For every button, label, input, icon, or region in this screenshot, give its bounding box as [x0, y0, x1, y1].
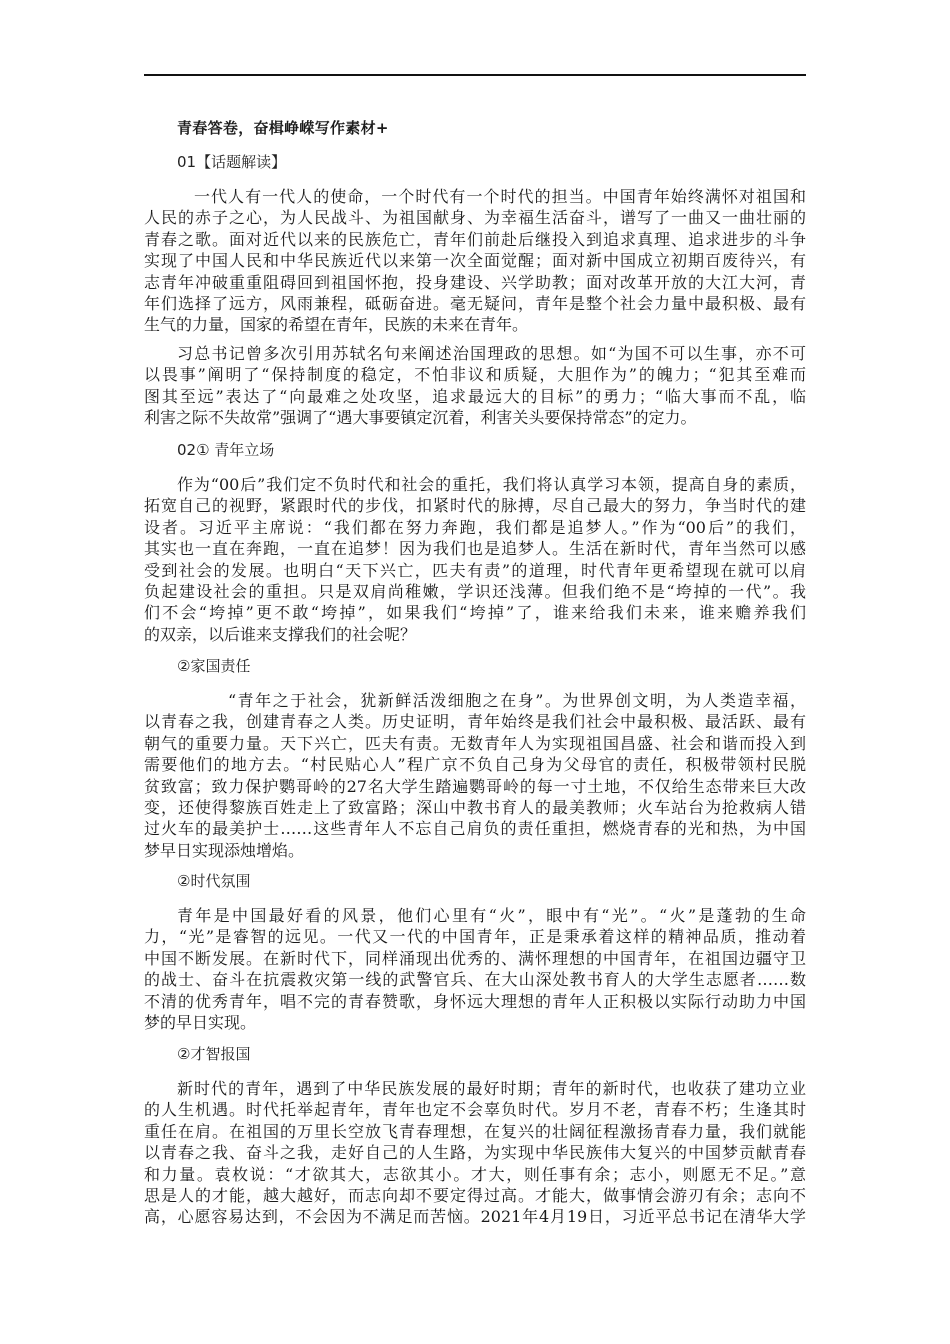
paragraph-line: 一代人有一代人的使命，一个时代有一个时代的担当。中国青年始终满怀对祖国和 — [194, 187, 806, 206]
paragraph-line: 设者。习近平主席说：“我们都在努力奔跑，我们都是追梦人。”作为“00后”的我们， — [144, 517, 806, 537]
paragraph-line: 过火车的最美护士……这些青年人不忘自己肩负的责任重担，燃烧青春的光和热，为中国 — [144, 819, 806, 839]
paragraph-line: 年们选择了远方，风雨兼程，砥砺奋进。毫无疑问，青年是整个社会力量中最积极、最有 — [144, 293, 806, 313]
paragraph-line: 以青春之我、奋斗之我，走好自己的人生路，为实现中华民族伟大复兴的中国梦贡献青春 — [144, 1143, 806, 1163]
paragraph-line: 作为“00后”我们定不负时代和社会的重托，我们将认真学习本领，提高自身的素质， — [177, 475, 806, 494]
body-paragraph — [144, 186, 806, 336]
section-heading: ②时代氛围 — [177, 872, 251, 890]
section-heading: 01【话题解读】 — [177, 153, 287, 171]
paragraph-line: 负起建设社会的重担。只是双肩尚稚嫩，学识还浅薄。但我们绝不是“垮掉的一代”。我 — [144, 581, 806, 601]
paragraph-line: 青年是中国最好看的风景，他们心里有“火”，眼中有“光”。“火”是蓬勃的生命 — [177, 906, 806, 925]
paragraph-line: 受到社会的发展。也明白“天下兴亡，匹夫有责”的道理，时代青年更希望现在就可以肩 — [144, 560, 806, 580]
paragraph-line: 青春之歌。面对近代以来的民族危亡，青年们前赴后继投入到追求真理、追求进步的斗争 — [144, 229, 806, 249]
paragraph-line: 梦的早日实现。 — [144, 1012, 257, 1032]
body-paragraph — [144, 343, 806, 429]
paragraph-line: 力，“光”是睿智的远见。一代又一代的中国青年，正是秉承着这样的精神品质，推动着 — [144, 927, 806, 947]
section-heading: ②家国责任 — [177, 657, 251, 675]
paragraph-line: 们不会“垮掉”更不敢“垮掉”，如果我们“垮掉”了，谁来给我们未来，谁来赡养我们 — [144, 603, 806, 623]
paragraph-line: 图其至远”表达了“向最难之处攻坚，追求最远大的目标”的勇力；“临大事而不乱，临 — [144, 386, 806, 406]
paragraph-line: 需要他们的地方去。“村民贴心人”程广京不负自己身为父母官的责任，积极带领村民脱 — [144, 755, 806, 775]
paragraph-line: 变，还使得黎族百姓走上了致富路；深山中教书育人的最美教师；火车站台为抢救病人错 — [144, 797, 806, 817]
paragraph-line: “青年之于社会，犹新鲜活泼细胞之在身”。为世界创文明，为人类造幸福， — [228, 691, 806, 710]
paragraph-line: 的双亲，以后谁来支撑我们的社会呢？ — [144, 624, 417, 644]
paragraph-line: 的人生机遇。时代托举起青年，青年也定不会辜负时代。岁月不老，青春不朽；生逢其时 — [144, 1100, 806, 1120]
paragraph-line: 实现了中国人民和中华民族近代以来第一次全面觉醒；面对新中国成立初期百废待兴，有 — [144, 251, 806, 271]
paragraph-line: 思是人的才能，越大越好，而志向却不要定得过高。才能大，做事情会游刃有余；志向不 — [144, 1185, 806, 1205]
paragraph-line: 贫致富；致力保护鹦哥岭的27名大学生踏遍鹦哥岭的每一寸土地，不仅给生态带来巨大改 — [144, 776, 806, 796]
paragraph-line: 新时代的青年，遇到了中华民族发展的最好时期；青年的新时代，也收获了建功立业 — [177, 1079, 806, 1098]
paragraph-line: 不清的优秀青年，唱不完的青春赞歌，身怀远大理想的青年人正积极以实际行动助力中国 — [144, 991, 806, 1011]
paragraph-line: 利害之际不失故常”强调了“遇大事要镇定沉着，利害关头要保持常态”的定力。 — [144, 408, 697, 428]
paragraph-line: 习总书记曾多次引用苏轼名句来阐述治国理政的思想。如“为国不可以生事，亦不可 — [177, 344, 806, 363]
paragraph-line: 以青春之我，创建青春之人类。历史证明，青年始终是我们社会中最积极、最活跃、最有 — [144, 712, 806, 732]
paragraph-line: 志青年冲破重重阻碍回到祖国怀抱，投身建设、兴学助教；面对改革开放的大江大河，青 — [144, 272, 806, 292]
paragraph-line: 重任在肩。在祖国的万里长空放飞青春理想，在复兴的壮阔征程激扬青春力量，我们就能 — [144, 1121, 806, 1141]
paragraph-line: 高，心愿容易达到，不会因为不满足而苦恼。2021年4月19日，习近平总书记在清华大学 — [144, 1207, 806, 1227]
paragraph-line: 人民的赤子之心，为人民战斗、为祖国献身、为幸福生活奋斗，谱写了一曲又一曲壮丽的 — [144, 208, 806, 228]
paragraph-line: 梦早日实现添烛增焰。 — [144, 840, 305, 860]
body-paragraph — [144, 690, 806, 861]
paragraph-line: 其实也一直在奔跑，一直在追梦！因为我们也是追梦人。生活在新时代，青年当然可以感 — [144, 539, 806, 559]
body-paragraph — [144, 474, 806, 645]
paragraph-line: 中国不断发展。在新时代下，同样涌现出优秀的、满怀理想的中国青年，在祖国边疆守卫 — [144, 948, 806, 968]
paragraph-line: 生气的力量，国家的希望在青年，民族的未来在青年。 — [144, 315, 529, 335]
paragraph-line: 以畏事”阐明了“保持制度的稳定，不怕非议和质疑，大胆作为”的魄力；“犯其至难而 — [144, 365, 806, 385]
section-heading: 02① 青年立场 — [177, 441, 275, 459]
paragraph-line: 和力量。袁枚说：“才欲其大，志欲其小。才大，则任事有余；志小，则愿无不足。”意 — [144, 1164, 806, 1184]
section-heading: ②才智报国 — [177, 1045, 251, 1063]
header-rule — [144, 74, 806, 76]
body-paragraph — [144, 905, 806, 1033]
paragraph-line: 的战士、奋斗在抗震救灾第一线的武警官兵、在大山深处教书育人的大学生志愿者……数 — [144, 970, 806, 990]
paragraph-line: 朝气的重要力量。天下兴亡，匹夫有责。无数青年人为实现祖国昌盛、社会和谐而投入到 — [144, 733, 806, 753]
body-paragraph — [144, 1078, 806, 1228]
paragraph-line: 拓宽自己的视野，紧跟时代的步伐，扣紧时代的脉搏，尽自己最大的努力，争当时代的建 — [144, 496, 806, 516]
document-title: 青春答卷，奋楫峥嵘写作素材+ — [177, 119, 389, 137]
